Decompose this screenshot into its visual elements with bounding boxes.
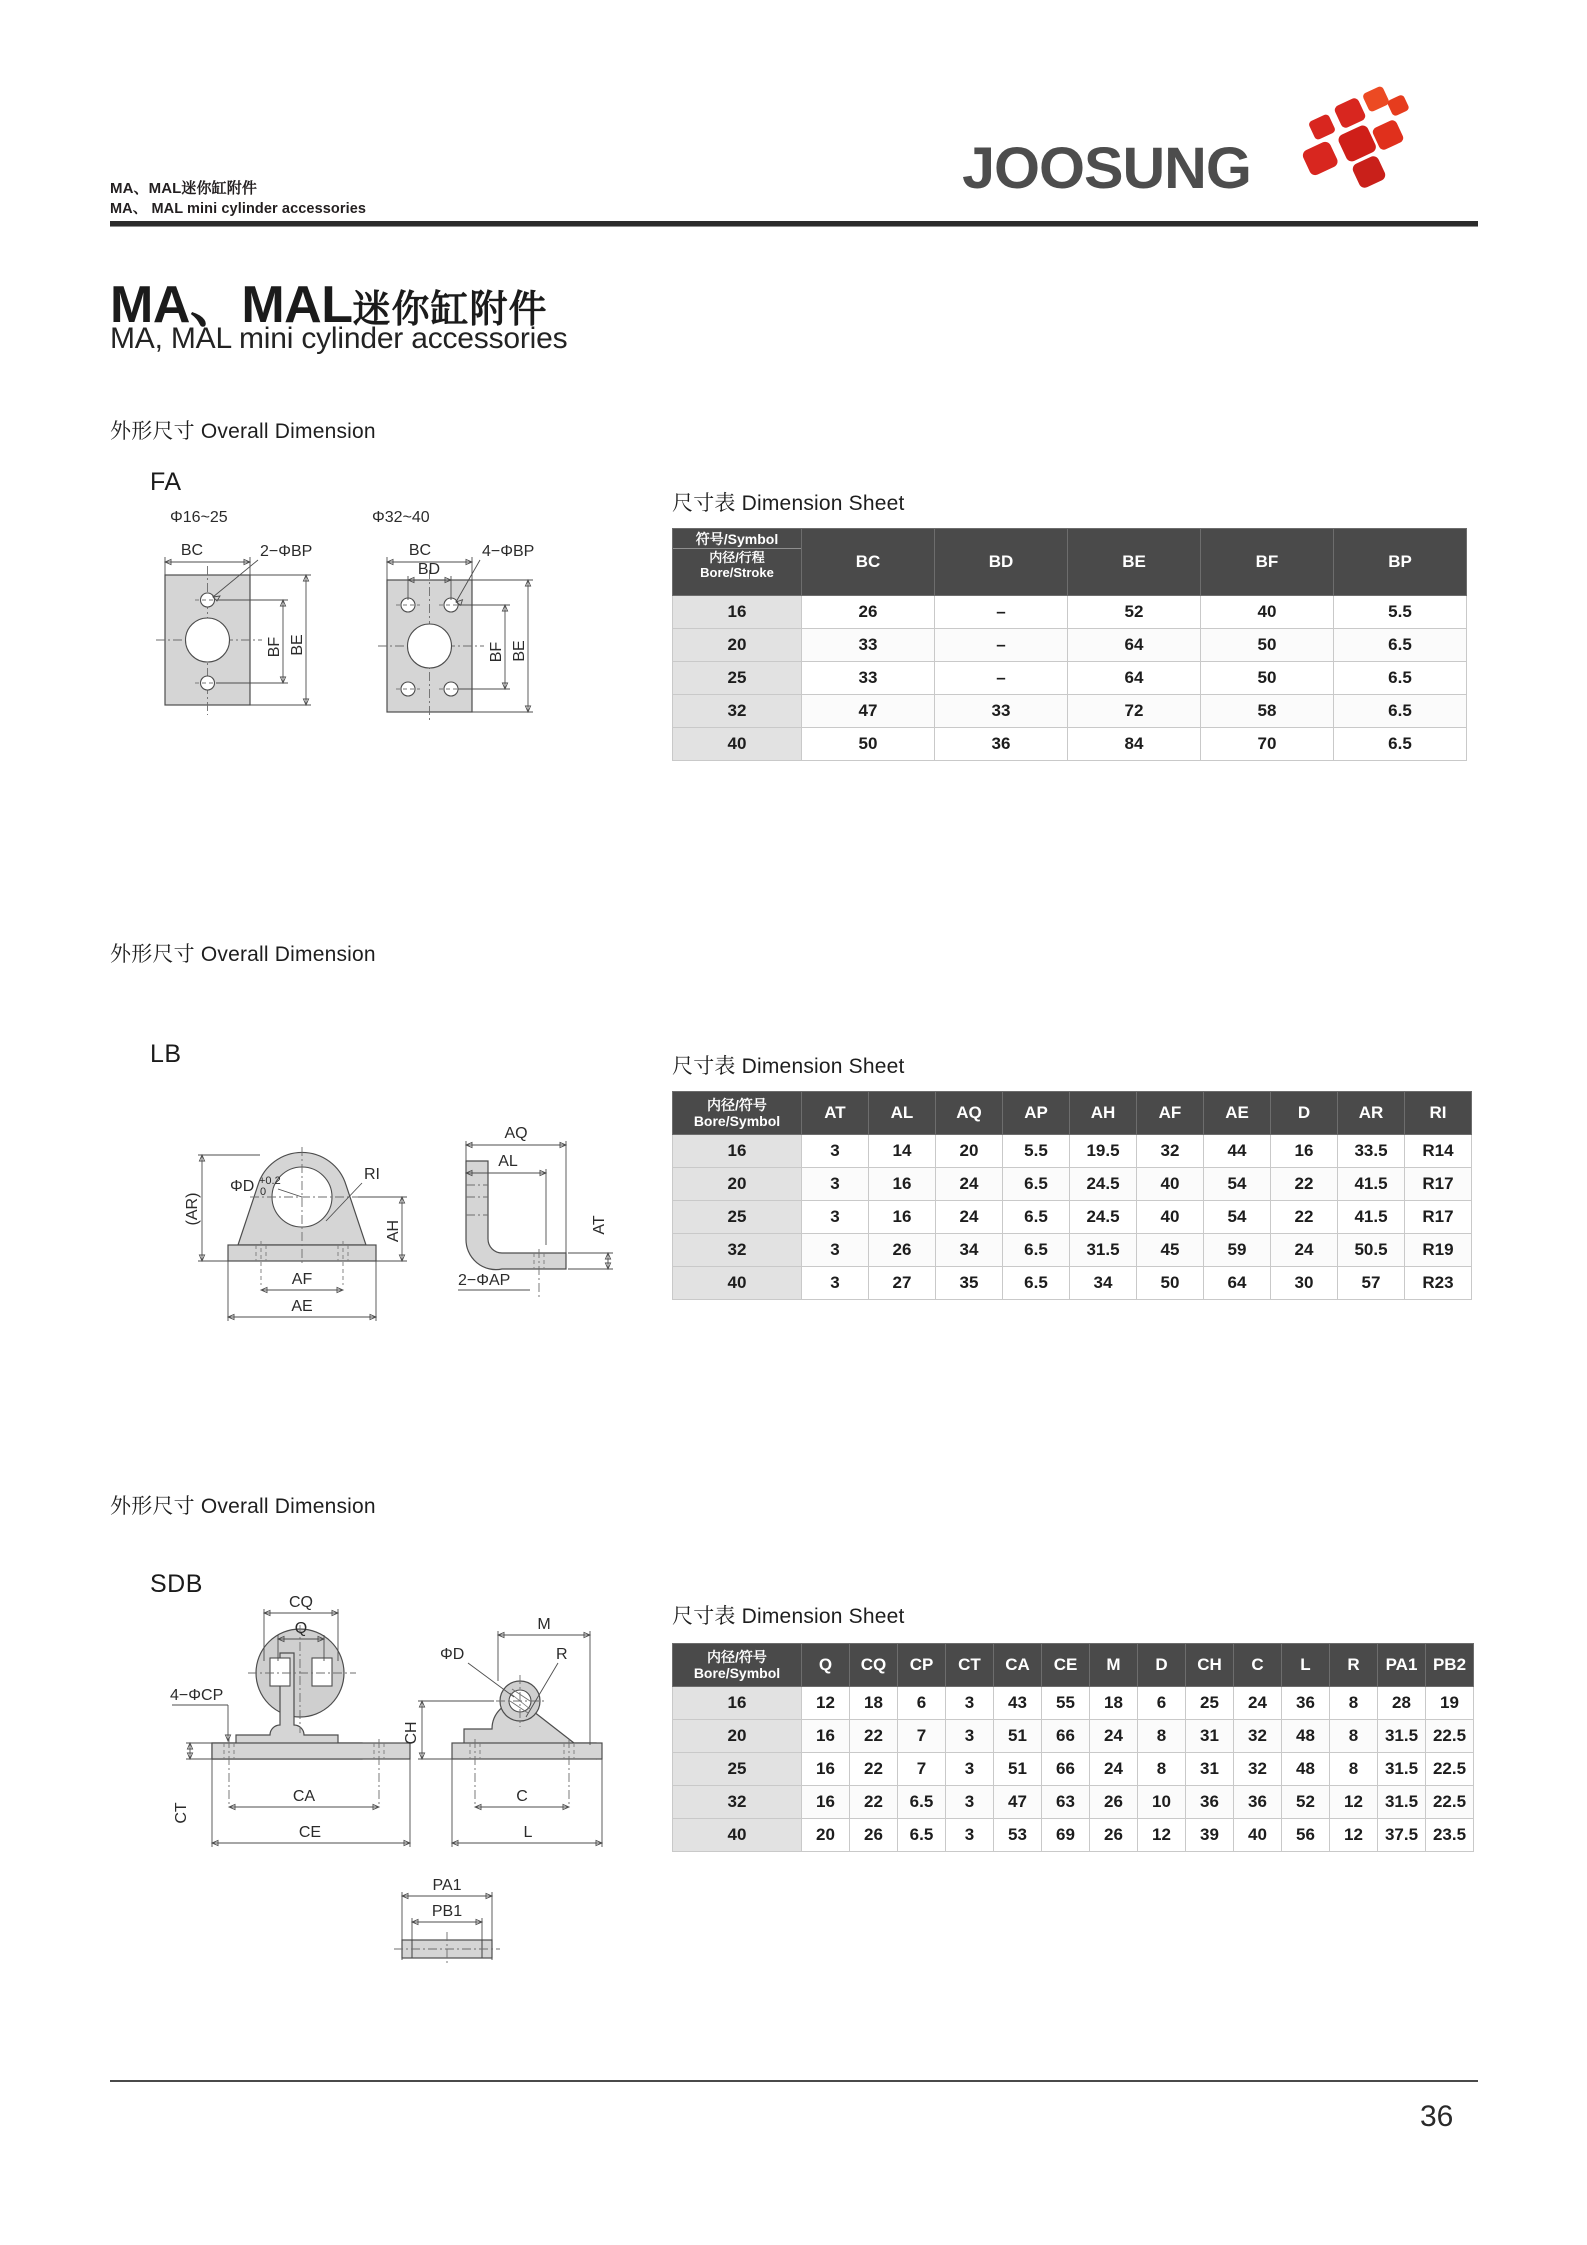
cell-be: 72 — [1068, 695, 1201, 728]
table-body-sdb — [673, 1687, 1474, 1852]
cell-ap: 6.5 — [1003, 1267, 1070, 1300]
cell-r: 8 — [1330, 1687, 1378, 1720]
fa-dim-bd: BD — [417, 561, 441, 578]
column-header-bc: BC — [802, 529, 935, 596]
dimension-sheet-label-3: 尺寸表 Dimension Sheet — [672, 1605, 905, 1628]
dimension-sheet-label-2: 尺寸表 Dimension Sheet — [672, 1055, 905, 1078]
cell-ce: 66 — [1042, 1720, 1090, 1753]
cell-bore: 40 — [673, 1819, 802, 1852]
sdb-dim-ca: CA — [292, 1788, 316, 1805]
cell-bore: 32 — [673, 1786, 802, 1819]
cell-bore: 20 — [673, 1168, 802, 1201]
cell-bf: 50 — [1201, 629, 1334, 662]
cell-be: 64 — [1068, 662, 1201, 695]
sdb-dim-pa1: PA1 — [432, 1877, 462, 1894]
cell-al: 16 — [869, 1201, 936, 1234]
cell-ce: 69 — [1042, 1819, 1090, 1852]
sdb-dim-ct: CT — [173, 1802, 190, 1824]
cell-d: 22 — [1271, 1168, 1338, 1201]
corner-bore-en: Bore/Stroke — [700, 565, 774, 581]
cell-l: 48 — [1282, 1753, 1330, 1786]
running-header-en: MA、 MAL mini cylinder accessories — [110, 201, 367, 218]
cell-d: 16 — [1271, 1135, 1338, 1168]
cell-bd: – — [935, 596, 1068, 629]
table-row — [673, 1267, 1472, 1300]
running-header — [110, 178, 366, 220]
cell-bore: 16 — [673, 1687, 802, 1720]
cell-bd: 36 — [935, 728, 1068, 761]
cell-ch: 39 — [1186, 1819, 1234, 1852]
cell-ch: 25 — [1186, 1687, 1234, 1720]
column-header-ch: CH — [1186, 1644, 1234, 1687]
column-header-d: D — [1271, 1092, 1338, 1135]
cell-pb2: 22.5 — [1426, 1786, 1474, 1819]
column-header-cp: CP — [898, 1644, 946, 1687]
fa-drawing — [150, 500, 620, 790]
cell-l: 56 — [1282, 1819, 1330, 1852]
cell-cq: 18 — [850, 1687, 898, 1720]
cell-ar: 57 — [1338, 1267, 1405, 1300]
column-header-ae: AE — [1204, 1092, 1271, 1135]
svg-text:0: 0 — [260, 1186, 267, 1198]
sdb-drawing — [160, 1555, 620, 1885]
column-header-at: AT — [802, 1092, 869, 1135]
cell-ca: 51 — [994, 1753, 1042, 1786]
cell-q: 16 — [802, 1720, 850, 1753]
cell-pb2: 19 — [1426, 1687, 1474, 1720]
cell-pb2: 22.5 — [1426, 1720, 1474, 1753]
cell-bore: 40 — [673, 728, 802, 761]
cell-cp: 7 — [898, 1753, 946, 1786]
cell-d: 8 — [1138, 1720, 1186, 1753]
corner-bore-cn-2: 内径/符号 — [707, 1096, 767, 1113]
table-row — [673, 1168, 1472, 1201]
cell-r: 12 — [1330, 1786, 1378, 1819]
cell-pa1: 31.5 — [1378, 1786, 1426, 1819]
cell-al: 16 — [869, 1168, 936, 1201]
lb-drawing — [180, 1085, 630, 1335]
column-header-ct: CT — [946, 1644, 994, 1687]
cell-bore: 32 — [673, 1234, 802, 1267]
cell-bf: 40 — [1201, 596, 1334, 629]
fa-dim-bf-2: BF — [488, 641, 505, 663]
cell-ri: R23 — [1405, 1267, 1472, 1300]
cell-cp: 6 — [898, 1687, 946, 1720]
table-row — [673, 695, 1467, 728]
table-header-lb — [673, 1092, 1472, 1135]
cell-pb2: 22.5 — [1426, 1753, 1474, 1786]
svg-text:+0.2: +0.2 — [259, 1175, 281, 1187]
cell-be: 52 — [1068, 596, 1201, 629]
footer-rule — [110, 2080, 1478, 2082]
column-header-ri: RI — [1405, 1092, 1472, 1135]
cell-d: 22 — [1271, 1201, 1338, 1234]
cell-bore: 16 — [673, 1135, 802, 1168]
cell-pa1: 31.5 — [1378, 1753, 1426, 1786]
cell-d: 24 — [1271, 1234, 1338, 1267]
cell-bp: 6.5 — [1334, 728, 1467, 761]
fa-dim-bf-1: BF — [266, 636, 283, 658]
cell-pa1: 28 — [1378, 1687, 1426, 1720]
cell-ah: 19.5 — [1070, 1135, 1137, 1168]
part-label-lb: LB — [150, 1040, 182, 1068]
table-row — [673, 1753, 1474, 1786]
lb-dim-d: ΦD — [230, 1178, 255, 1195]
cell-ah: 34 — [1070, 1267, 1137, 1300]
cell-ar: 33.5 — [1338, 1135, 1405, 1168]
cell-ct: 3 — [946, 1687, 994, 1720]
cell-c: 36 — [1234, 1786, 1282, 1819]
cell-al: 26 — [869, 1234, 936, 1267]
cell-cq: 22 — [850, 1753, 898, 1786]
lb-dim-ap: 2−ΦAP — [458, 1272, 511, 1289]
cell-ar: 50.5 — [1338, 1234, 1405, 1267]
column-header-bf: BF — [1201, 529, 1334, 596]
cell-af: 40 — [1137, 1201, 1204, 1234]
column-header-ar: AR — [1338, 1092, 1405, 1135]
cell-af: 45 — [1137, 1234, 1204, 1267]
sdb-dim-cp: 4−ΦCP — [170, 1687, 224, 1704]
cell-r: 12 — [1330, 1819, 1378, 1852]
lb-dim-ar: (AR) — [184, 1192, 201, 1226]
cell-bf: 50 — [1201, 662, 1334, 695]
cell-bf: 58 — [1201, 695, 1334, 728]
table-corner-lb — [673, 1092, 802, 1135]
lb-dim-aq: AQ — [504, 1125, 528, 1142]
column-header-c: C — [1234, 1644, 1282, 1687]
dimension-table-sdb — [672, 1643, 1474, 1852]
sdb-dim-d: ΦD — [440, 1646, 465, 1663]
cell-ce: 55 — [1042, 1687, 1090, 1720]
sdb-dim-pb1: PB1 — [431, 1903, 463, 1920]
sdb-dim-r: R — [556, 1646, 568, 1663]
cell-ah: 31.5 — [1070, 1234, 1137, 1267]
cell-q: 20 — [802, 1819, 850, 1852]
cell-bp: 6.5 — [1334, 629, 1467, 662]
table-row — [673, 1201, 1472, 1234]
column-header-cq: CQ — [850, 1644, 898, 1687]
column-header-pb2: PB2 — [1426, 1644, 1474, 1687]
cell-aq: 24 — [936, 1168, 1003, 1201]
column-header-aq: AQ — [936, 1092, 1003, 1135]
cell-ct: 3 — [946, 1720, 994, 1753]
table-body-lb — [673, 1135, 1472, 1300]
corner-bore-en-3: Bore/Symbol — [693, 1665, 781, 1681]
page-title-en: MA、MAL — [110, 276, 353, 334]
page-subtitle: MA, MAL mini cylinder accessories — [110, 322, 568, 355]
part-label-sdb: SDB — [150, 1570, 203, 1598]
cell-ar: 41.5 — [1338, 1168, 1405, 1201]
cell-c: 24 — [1234, 1687, 1282, 1720]
cell-ch: 31 — [1186, 1720, 1234, 1753]
column-header-af: AF — [1137, 1092, 1204, 1135]
cell-af: 32 — [1137, 1135, 1204, 1168]
cell-pa1: 31.5 — [1378, 1720, 1426, 1753]
cell-ah: 24.5 — [1070, 1201, 1137, 1234]
lb-dim-af: AF — [291, 1271, 313, 1288]
cell-bc: 47 — [802, 695, 935, 728]
cell-af: 50 — [1137, 1267, 1204, 1300]
cell-d: 12 — [1138, 1819, 1186, 1852]
cell-ce: 63 — [1042, 1786, 1090, 1819]
table-row — [673, 728, 1467, 761]
cell-q: 16 — [802, 1786, 850, 1819]
cell-m: 24 — [1090, 1753, 1138, 1786]
corner-bore-en-2: Bore/Symbol — [693, 1113, 781, 1129]
cell-cp: 6.5 — [898, 1786, 946, 1819]
table-row — [673, 629, 1467, 662]
cell-bc: 33 — [802, 629, 935, 662]
cell-ri: R19 — [1405, 1234, 1472, 1267]
cell-bd: 33 — [935, 695, 1068, 728]
column-header-m: M — [1090, 1644, 1138, 1687]
sdb-dim-q: Q — [294, 1620, 308, 1637]
column-header-l: L — [1282, 1644, 1330, 1687]
cell-ae: 44 — [1204, 1135, 1271, 1168]
section-heading-1: 外形尺寸 Overall Dimension — [110, 420, 376, 443]
table-row — [673, 1819, 1474, 1852]
dimension-table-lb — [672, 1091, 1472, 1300]
table-row — [673, 1720, 1474, 1753]
lb-dim-at: AT — [591, 1215, 608, 1235]
cell-bore: 32 — [673, 695, 802, 728]
lb-dim-ah: AH — [385, 1219, 402, 1243]
table-row — [673, 1234, 1472, 1267]
cell-ae: 64 — [1204, 1267, 1271, 1300]
corner-bore-cn: 内径/行程 — [709, 550, 765, 566]
table-row — [673, 596, 1467, 629]
column-header-bp: BP — [1334, 529, 1467, 596]
cell-d: 8 — [1138, 1753, 1186, 1786]
logo-tiles-icon — [1293, 83, 1415, 191]
sdb-dim-ch: CH — [403, 1721, 420, 1745]
cell-bore: 40 — [673, 1267, 802, 1300]
column-header-q: Q — [802, 1644, 850, 1687]
company-logo — [962, 105, 1415, 201]
cell-c: 32 — [1234, 1720, 1282, 1753]
cell-bore: 20 — [673, 1720, 802, 1753]
cell-ap: 6.5 — [1003, 1168, 1070, 1201]
lb-dim-al: AL — [498, 1153, 518, 1170]
cell-d: 10 — [1138, 1786, 1186, 1819]
fa-dim-bc-2: BC — [408, 542, 432, 559]
cell-c: 32 — [1234, 1753, 1282, 1786]
cell-bore: 25 — [673, 662, 802, 695]
table-header-sdb — [673, 1644, 1474, 1687]
page-title-cn: 迷你缸附件 — [352, 289, 548, 331]
column-header-bd: BD — [935, 529, 1068, 596]
cell-m: 24 — [1090, 1720, 1138, 1753]
cell-m: 18 — [1090, 1687, 1138, 1720]
cell-d: 6 — [1138, 1687, 1186, 1720]
column-header-ap: AP — [1003, 1092, 1070, 1135]
cell-ch: 36 — [1186, 1786, 1234, 1819]
sdb-dim-ce: CE — [298, 1824, 322, 1841]
cell-al: 14 — [869, 1135, 936, 1168]
cell-at: 3 — [802, 1135, 869, 1168]
column-header-ce: CE — [1042, 1644, 1090, 1687]
cell-q: 16 — [802, 1753, 850, 1786]
running-header-cn: MA、MAL迷你缸附件 — [110, 180, 257, 197]
table-corner-fa — [673, 529, 802, 596]
page-number: 36 — [1420, 2100, 1454, 2133]
cell-bd: – — [935, 662, 1068, 695]
cell-at: 3 — [802, 1168, 869, 1201]
cell-ae: 54 — [1204, 1168, 1271, 1201]
cell-bc: 50 — [802, 728, 935, 761]
cell-bf: 70 — [1201, 728, 1334, 761]
cell-l: 52 — [1282, 1786, 1330, 1819]
cell-ct: 3 — [946, 1786, 994, 1819]
cell-r: 8 — [1330, 1720, 1378, 1753]
dimension-table-fa — [672, 528, 1467, 761]
cell-ca: 53 — [994, 1819, 1042, 1852]
fa-dim-be-2: BE — [511, 640, 528, 662]
cell-ae: 54 — [1204, 1201, 1271, 1234]
cell-at: 3 — [802, 1267, 869, 1300]
cell-aq: 24 — [936, 1201, 1003, 1234]
header-rule — [110, 221, 1478, 226]
cell-bd: – — [935, 629, 1068, 662]
cell-ap: 6.5 — [1003, 1201, 1070, 1234]
cell-cp: 6.5 — [898, 1819, 946, 1852]
cell-aq: 34 — [936, 1234, 1003, 1267]
table-header-fa — [673, 529, 1467, 596]
table-body-fa — [673, 596, 1467, 761]
cell-ce: 66 — [1042, 1753, 1090, 1786]
cell-bc: 26 — [802, 596, 935, 629]
dimension-sheet-label-1: 尺寸表 Dimension Sheet — [672, 492, 905, 515]
logo-wordmark: JOOSUNG — [962, 136, 1251, 201]
cell-pa1: 37.5 — [1378, 1819, 1426, 1852]
cell-bp: 6.5 — [1334, 662, 1467, 695]
section-heading-3: 外形尺寸 Overall Dimension — [110, 1495, 376, 1518]
cell-ap: 5.5 — [1003, 1135, 1070, 1168]
cell-bp: 5.5 — [1334, 596, 1467, 629]
cell-af: 40 — [1137, 1168, 1204, 1201]
sdb-pin-detail — [380, 1870, 560, 1980]
table-row — [673, 662, 1467, 695]
cell-bc: 33 — [802, 662, 935, 695]
cell-be: 84 — [1068, 728, 1201, 761]
corner-symbol-label: 符号/Symbol — [673, 529, 801, 549]
fa-view-label-1: Φ16~25 — [170, 509, 228, 526]
cell-m: 26 — [1090, 1819, 1138, 1852]
cell-ri: R14 — [1405, 1135, 1472, 1168]
column-header-r: R — [1330, 1644, 1378, 1687]
cell-be: 64 — [1068, 629, 1201, 662]
sdb-dim-c: C — [516, 1788, 528, 1805]
cell-cq: 22 — [850, 1786, 898, 1819]
cell-cq: 22 — [850, 1720, 898, 1753]
fa-dim-be-1: BE — [289, 634, 306, 656]
column-header-ah: AH — [1070, 1092, 1137, 1135]
part-label-fa: FA — [150, 468, 182, 496]
cell-ae: 59 — [1204, 1234, 1271, 1267]
cell-ri: R17 — [1405, 1201, 1472, 1234]
cell-ct: 3 — [946, 1819, 994, 1852]
table-row — [673, 1135, 1472, 1168]
lb-dim-ri: RI — [364, 1166, 380, 1183]
cell-bp: 6.5 — [1334, 695, 1467, 728]
sdb-dim-m: M — [537, 1616, 551, 1633]
cell-ch: 31 — [1186, 1753, 1234, 1786]
cell-bore: 16 — [673, 596, 802, 629]
table-row — [673, 1786, 1474, 1819]
cell-aq: 35 — [936, 1267, 1003, 1300]
cell-bore: 20 — [673, 629, 802, 662]
table-corner-sdb — [673, 1644, 802, 1687]
fa-view-label-2: Φ32~40 — [372, 509, 430, 526]
column-header-pa1: PA1 — [1378, 1644, 1426, 1687]
section-heading-2: 外形尺寸 Overall Dimension — [110, 943, 376, 966]
cell-m: 26 — [1090, 1786, 1138, 1819]
cell-ca: 47 — [994, 1786, 1042, 1819]
sdb-dim-l: L — [523, 1824, 533, 1841]
column-header-d: D — [1138, 1644, 1186, 1687]
cell-c: 40 — [1234, 1819, 1282, 1852]
column-header-be: BE — [1068, 529, 1201, 596]
cell-al: 27 — [869, 1267, 936, 1300]
sdb-dim-cq: CQ — [289, 1594, 313, 1611]
cell-ca: 51 — [994, 1720, 1042, 1753]
cell-ca: 43 — [994, 1687, 1042, 1720]
fa-dim-bp-1: 2−ΦBP — [260, 543, 313, 560]
cell-aq: 20 — [936, 1135, 1003, 1168]
cell-at: 3 — [802, 1201, 869, 1234]
cell-cp: 7 — [898, 1720, 946, 1753]
cell-q: 12 — [802, 1687, 850, 1720]
cell-pb2: 23.5 — [1426, 1819, 1474, 1852]
cell-at: 3 — [802, 1234, 869, 1267]
cell-ct: 3 — [946, 1753, 994, 1786]
column-header-ca: CA — [994, 1644, 1042, 1687]
cell-ri: R17 — [1405, 1168, 1472, 1201]
cell-d: 30 — [1271, 1267, 1338, 1300]
cell-bore: 25 — [673, 1753, 802, 1786]
cell-bore: 25 — [673, 1201, 802, 1234]
cell-ah: 24.5 — [1070, 1168, 1137, 1201]
cell-ap: 6.5 — [1003, 1234, 1070, 1267]
corner-bore-cn-3: 内径/符号 — [707, 1648, 767, 1665]
cell-cq: 26 — [850, 1819, 898, 1852]
column-header-al: AL — [869, 1092, 936, 1135]
table-row — [673, 1687, 1474, 1720]
cell-l: 48 — [1282, 1720, 1330, 1753]
fa-dim-bp-2: 4−ΦBP — [482, 543, 535, 560]
cell-ar: 41.5 — [1338, 1201, 1405, 1234]
cell-r: 8 — [1330, 1753, 1378, 1786]
lb-dim-ae: AE — [291, 1298, 313, 1315]
cell-l: 36 — [1282, 1687, 1330, 1720]
fa-dim-bc-1: BC — [180, 542, 204, 559]
